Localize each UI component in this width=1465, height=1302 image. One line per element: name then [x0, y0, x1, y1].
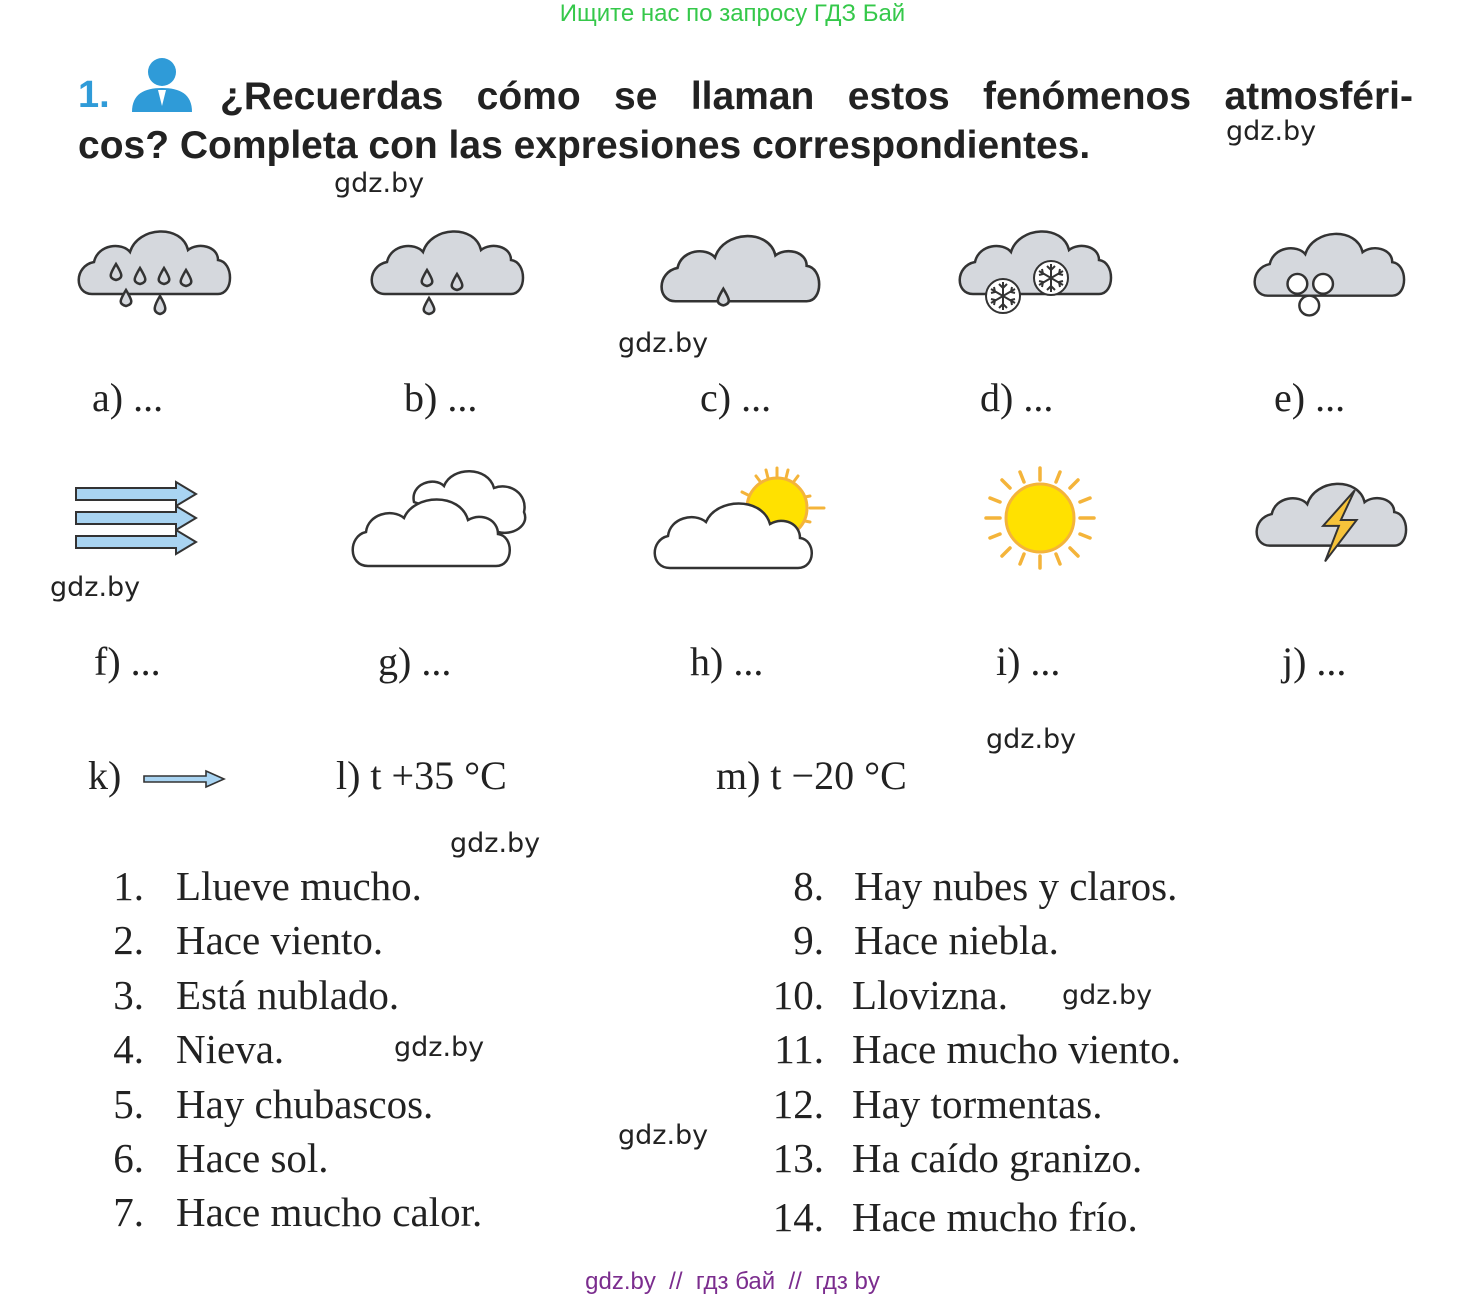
instruction-line-2: cos? Completa con las expresiones correspondientes. [78, 124, 1091, 167]
sun-icon [984, 466, 1096, 570]
option-text: Hace mucho calor. [176, 1189, 483, 1235]
instruction-line-1: ¿Recuerdas cómo se llaman estos fenómenos atmosféri- [220, 75, 1413, 118]
exercise-instruction [78, 72, 1413, 170]
option-number: 9. [793, 917, 824, 963]
sun-behind-cloud-icon [650, 462, 832, 576]
watermark: gdz.by [986, 724, 1077, 755]
picture-label-a: a) ... [92, 375, 164, 420]
option-text: Está nublado. [176, 972, 400, 1018]
watermark: gdz.by [618, 328, 709, 359]
option-text: Ha caído granizo. [852, 1135, 1143, 1181]
option-number: 14. [772, 1194, 824, 1240]
picture-label-h: h) ... [690, 639, 764, 684]
option-text: Hace niebla. [854, 917, 1059, 963]
snow-cloud-icon [950, 216, 1120, 326]
watermark: gdz.by [450, 828, 541, 859]
condition-label-k: k) [88, 753, 122, 798]
option-number: 3. [113, 972, 144, 1018]
option-text: Hace mucho frío. [852, 1194, 1138, 1240]
option-number: 6. [113, 1135, 144, 1181]
option-text: Llueve mucho. [176, 863, 422, 909]
clouds-icon [348, 462, 530, 576]
condition-label-l: l) t +35 °C [336, 753, 507, 798]
rain-cloud-icon [362, 216, 532, 326]
picture-label-g: g) ... [378, 639, 452, 684]
exercise-number: 1. [78, 74, 110, 116]
picture-label-i: i) ... [996, 639, 1061, 684]
watermark: gdz.by [618, 1120, 709, 1151]
option-number: 2. [113, 917, 144, 963]
thunderstorm-cloud-icon [1250, 468, 1412, 568]
picture-label-f: f) ... [94, 639, 161, 684]
option-text: Hay nubes y claros. [854, 863, 1178, 909]
picture-label-c: c) ... [700, 375, 772, 420]
option-text: Hay tormentas. [852, 1081, 1103, 1127]
option-number: 11. [774, 1026, 824, 1072]
option-number: 1. [113, 863, 144, 909]
hail-cloud-icon [1248, 218, 1410, 322]
watermark: gdz.by [50, 572, 141, 603]
option-text: Hace viento. [176, 917, 384, 963]
watermark: gdz.by [394, 1032, 485, 1063]
picture-label-j: j) ... [1282, 639, 1347, 684]
watermark: gdz.by [334, 168, 425, 199]
drizzle-cloud-icon [648, 220, 832, 320]
watermark: gdz.by [1062, 980, 1153, 1011]
option-number: 13. [772, 1135, 824, 1181]
option-number: 4. [113, 1026, 144, 1072]
option-text: Hace mucho viento. [852, 1026, 1182, 1072]
option-number: 10. [772, 972, 824, 1018]
strong-wind-icon [72, 478, 202, 558]
watermark: gdz.by [1226, 116, 1317, 147]
condition-label-m: m) t −20 °C [716, 753, 907, 798]
picture-label-d: d) ... [980, 375, 1054, 420]
option-text: Hace sol. [176, 1135, 329, 1181]
option-text: Nieva. [176, 1026, 285, 1072]
option-number: 7. [113, 1189, 144, 1235]
top-banner: Ищите нас по запросу ГДЗ Бай [559, 0, 906, 27]
option-text: Hay chubascos. [176, 1081, 434, 1127]
light-wind-arrow-icon [142, 768, 226, 790]
option-number: 5. [113, 1081, 144, 1127]
picture-label-b: b) ... [404, 375, 478, 420]
option-text: Llovizna. [852, 972, 1008, 1018]
picture-label-e: e) ... [1274, 375, 1346, 420]
option-number: 12. [772, 1081, 824, 1127]
footer: gdz.by // гдз бай // гдз by [585, 1268, 880, 1295]
heavy-rain-cloud-icon [72, 216, 236, 326]
option-number: 8. [793, 863, 824, 909]
